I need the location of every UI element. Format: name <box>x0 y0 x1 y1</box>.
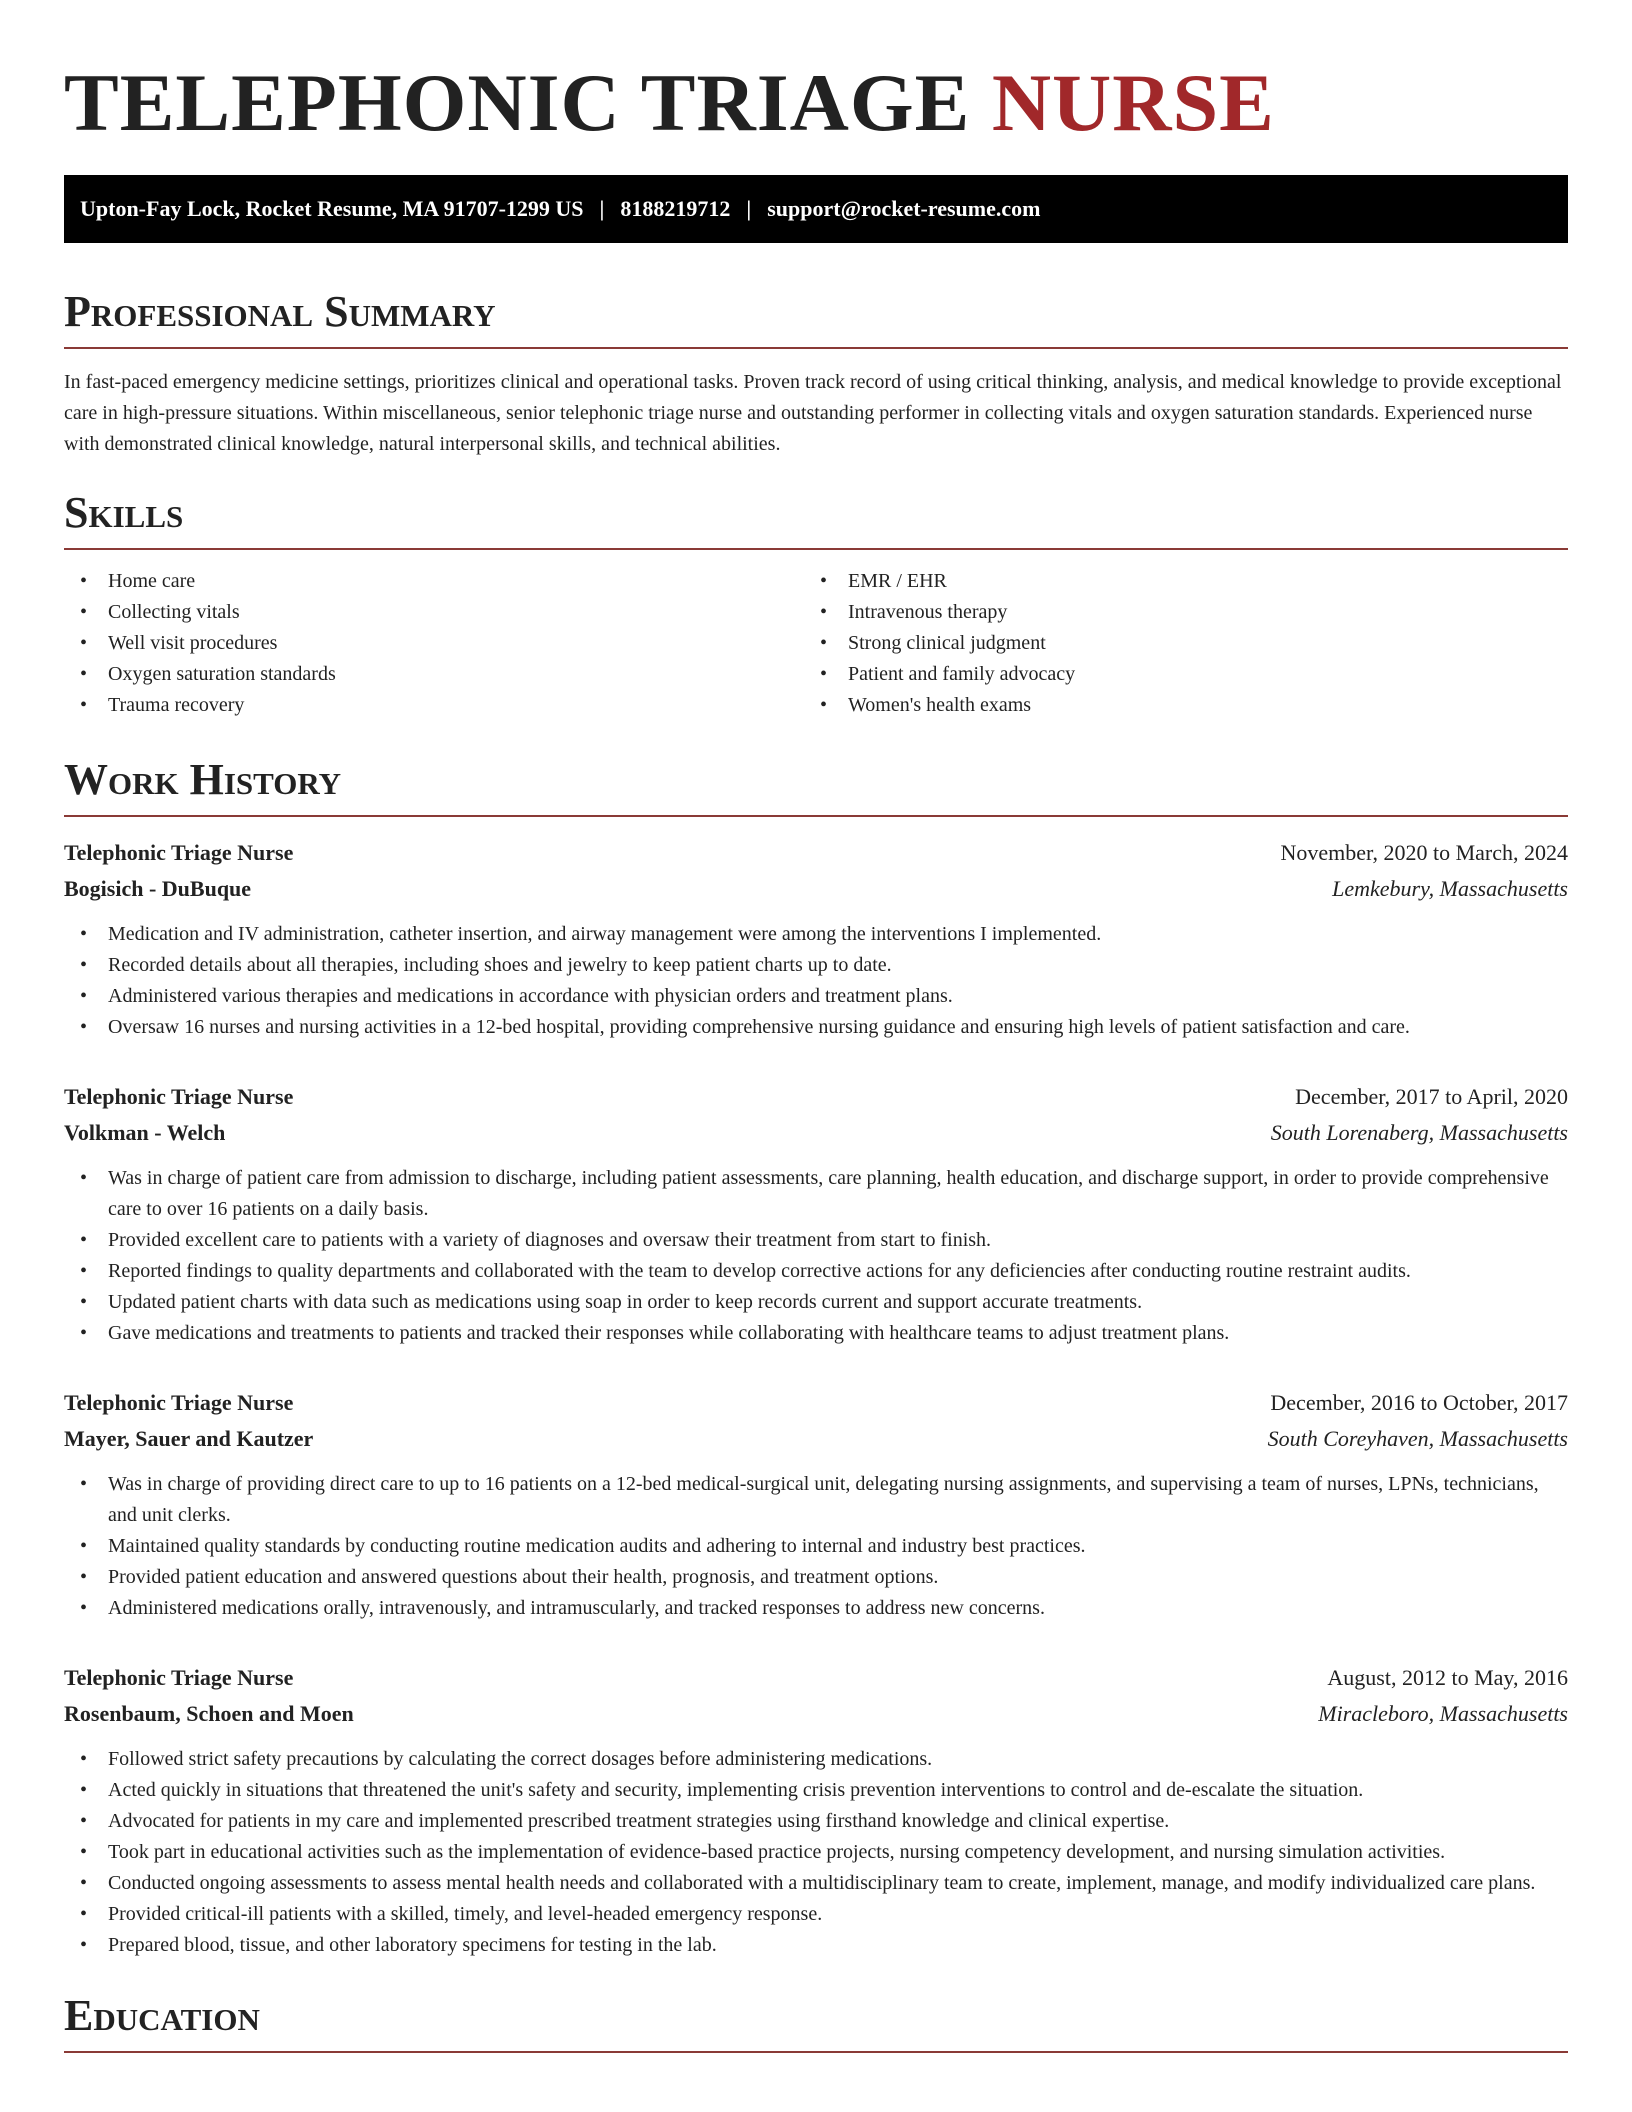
contact-separator: | <box>599 196 605 221</box>
contact-phone[interactable]: 8188219712 <box>620 196 731 221</box>
summary-heading: Professional Summary <box>64 287 496 336</box>
job-company: Mayer, Sauer and Kautzer <box>64 1426 314 1451</box>
skills-column-right <box>804 566 1544 721</box>
skill-item: • Oxygen saturation standards <box>64 659 804 690</box>
job-company: Rosenbaum, Schoen and Moen <box>64 1701 354 1726</box>
job-dates: November, 2020 to March, 2024 <box>1280 840 1568 865</box>
summary-text: In fast-paced emergency medicine settings, prioritizes clinical and operational tasks. Proven track record of using critical thinking, analysis, and medical knowledge to provide exceptional care in high-pressure situations. Within miscellaneous, senior telephonic triage nurse and outstanding performer in collecting vitals and oxygen saturation standards. Experienced nurse with demonstrated clinical knowledge, natural interpersonal skills, and technical abilities. <box>64 371 1562 455</box>
job-title: Telephonic Triage Nurse <box>64 1084 294 1109</box>
job-entry <box>64 835 1568 1043</box>
education-heading: Education <box>64 1991 260 2040</box>
job-bullets <box>64 1744 1568 1961</box>
contact-separator: | <box>746 196 752 221</box>
list-item: • Followed strict safety precautions by calculating the correct dosages before administering medications. <box>64 1744 1568 1775</box>
contact-email[interactable]: support@rocket-resume.com <box>767 196 1041 221</box>
skill-item: • Trauma recovery <box>64 690 804 721</box>
job-bullets <box>64 1469 1568 1624</box>
skill-item: • Collecting vitals <box>64 597 804 628</box>
job-title: Telephonic Triage Nurse <box>64 840 294 865</box>
list-item: • Conducted ongoing assessments to assess mental health needs and collaborated with a multidisciplinary team to create, implement, manage, and modify individualized care plans. <box>64 1868 1568 1899</box>
list-item: • Provided excellent care to patients with a variety of diagnoses and oversaw their treatment from start to finish. <box>64 1225 1568 1256</box>
list-item: • Maintained quality standards by conducting routine medication audits and adhering to internal and industry best practices. <box>64 1531 1568 1562</box>
job-location: South Lorenaberg, Massachusetts <box>1270 1120 1568 1145</box>
skills-column-left <box>64 566 804 721</box>
job-entry <box>64 1079 1568 1349</box>
skill-item: • Patient and family advocacy <box>804 659 1544 690</box>
list-item: • Updated patient charts with data such as medications using soap in order to keep records current and support accurate treatments. <box>64 1287 1568 1318</box>
job-entry <box>64 1660 1568 1961</box>
section-divider <box>64 548 1568 550</box>
list-item: • Administered medications orally, intravenously, and intramuscularly, and tracked responses to address new concerns. <box>64 1593 1568 1624</box>
job-location: Lemkebury, Massachusetts <box>1332 876 1568 901</box>
section-divider <box>64 815 1568 817</box>
list-item: • Advocated for patients in my care and implemented prescribed treatment strategies using firsthand knowledge and clinical expertise. <box>64 1806 1568 1837</box>
job-entry <box>64 1385 1568 1624</box>
list-item: • Prepared blood, tissue, and other laboratory specimens for testing in the lab. <box>64 1930 1568 1961</box>
work-history-heading: Work History <box>64 755 342 804</box>
summary-section <box>64 287 1568 460</box>
job-company: Bogisich - DuBuque <box>64 876 252 901</box>
skill-item: • Strong clinical judgment <box>804 628 1544 659</box>
list-item: • Took part in educational activities such as the implementation of evidence-based practice projects, nursing competency development, and nursing simulation activities. <box>64 1837 1568 1868</box>
name-main: TELEPHONIC TRIAGE <box>64 57 992 148</box>
list-item: • Administered various therapies and medications in accordance with physician orders and treatment plans. <box>64 981 1568 1012</box>
work-history-section <box>64 755 1568 1961</box>
skills-section <box>64 488 1568 721</box>
job-title: Telephonic Triage Nurse <box>64 1390 294 1415</box>
contact-address: Upton-Fay Lock, Rocket Resume, MA 91707-1299 US <box>80 196 584 221</box>
list-item: • Provided patient education and answered questions about their health, prognosis, and treatment options. <box>64 1562 1568 1593</box>
job-bullets <box>64 919 1568 1043</box>
job-bullets <box>64 1163 1568 1349</box>
list-item: • Was in charge of providing direct care to up to 16 patients on a 12-bed medical-surgical unit, delegating nursing assignments, and supervising a team of nurses, LPNs, technicians, and unit clerks. <box>64 1469 1568 1531</box>
job-company: Volkman - Welch <box>64 1120 226 1145</box>
page-title <box>64 0 1568 148</box>
list-item: • Reported findings to quality departments and collaborated with the team to develop corrective actions for any deficiencies after conducting routine restraint audits. <box>64 1256 1568 1287</box>
skills-heading: Skills <box>64 488 184 537</box>
skills-grid <box>64 566 1568 721</box>
contact-bar <box>64 175 1568 243</box>
section-divider <box>64 2051 1568 2053</box>
list-item: • Gave medications and treatments to patients and tracked their responses while collaborating with healthcare teams to adjust treatment plans. <box>64 1318 1568 1349</box>
list-item: • Oversaw 16 nurses and nursing activities in a 12-bed hospital, providing comprehensive nursing guidance and ensuring high levels of patient satisfaction and care. <box>64 1012 1568 1043</box>
job-location: Miracleboro, Massachusetts <box>1318 1701 1568 1726</box>
list-item: • Recorded details about all therapies, including shoes and jewelry to keep patient charts up to date. <box>64 950 1568 981</box>
job-location: South Coreyhaven, Massachusetts <box>1267 1426 1568 1451</box>
list-item: • Was in charge of patient care from admission to discharge, including patient assessments, care planning, health education, and discharge support, in order to provide comprehensive care to over 16 patients on a daily basis. <box>64 1163 1568 1225</box>
job-dates: December, 2017 to April, 2020 <box>1295 1084 1568 1109</box>
list-item: • Acted quickly in situations that threatened the unit's safety and security, implementing crisis prevention interventions to control and de-escalate the situation. <box>64 1775 1568 1806</box>
skill-item: • Intravenous therapy <box>804 597 1544 628</box>
job-dates: December, 2016 to October, 2017 <box>1270 1390 1568 1415</box>
job-dates: August, 2012 to May, 2016 <box>1327 1665 1568 1690</box>
skill-item: • Women's health exams <box>804 690 1544 721</box>
skill-item: • Well visit procedures <box>64 628 804 659</box>
skill-item: • EMR / EHR <box>804 566 1544 597</box>
list-item: • Medication and IV administration, catheter insertion, and airway management were among the interventions I implemented. <box>64 919 1568 950</box>
job-title: Telephonic Triage Nurse <box>64 1665 294 1690</box>
section-divider <box>64 347 1568 349</box>
list-item: • Provided critical-ill patients with a skilled, timely, and level-headed emergency response. <box>64 1899 1568 1930</box>
name-accent: NURSE <box>991 57 1275 148</box>
education-section <box>64 1991 1568 2053</box>
skill-item: • Home care <box>64 566 804 597</box>
